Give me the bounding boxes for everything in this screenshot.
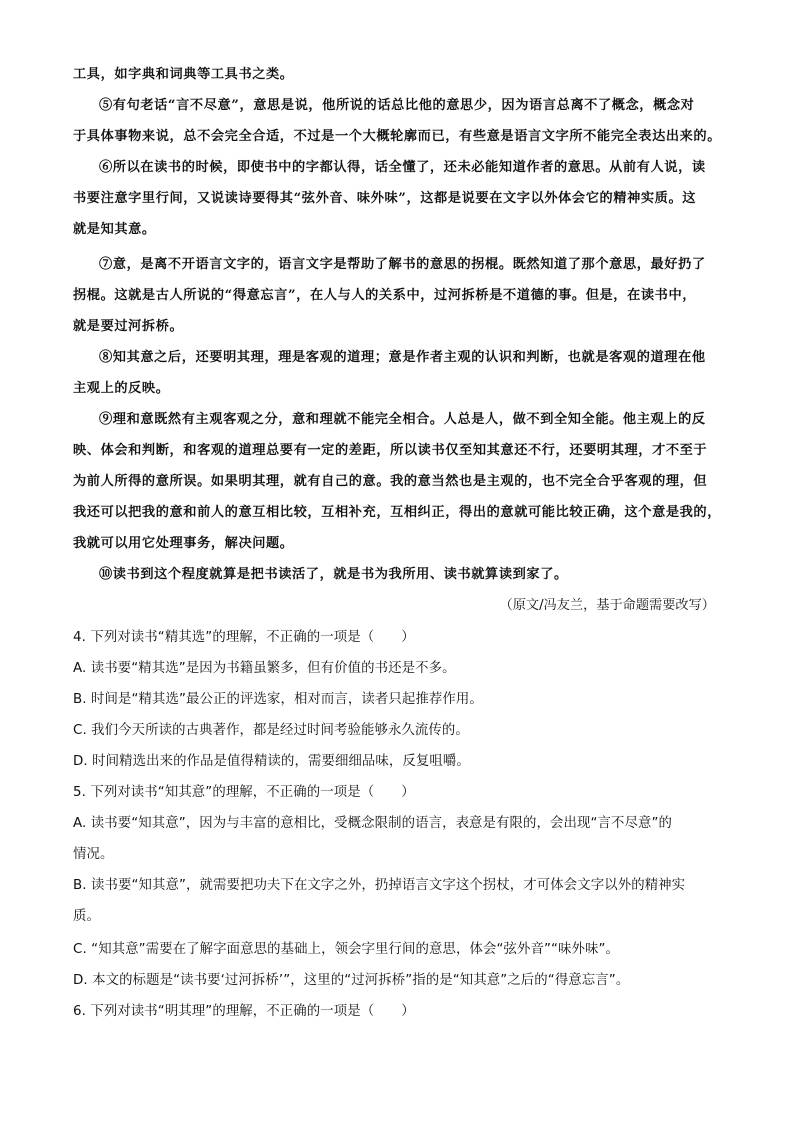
paragraph-7-line: ⑦意，是离不开语言文字的，语言文字是帮助了解书的意思的拐棍。既然知道了那个意思，最好扔了 bbox=[99, 257, 706, 272]
question-5-option-b: B. 读书要“知其意”，就需要把功夫下在文字之外，扔掉语言文字这个拐杖，才可体会文字以外的精神实 bbox=[73, 878, 686, 893]
paragraph-7-line: 拐棍。这就是古人所说的“得意忘言”，在人与人的关系中，过河拆桥是不道德的事。但是，在读书中， bbox=[73, 288, 697, 303]
question-5-option-a-cont: 情况。 bbox=[73, 847, 114, 862]
question-4-option-b: B. 时间是“精其选”最公正的评选家，相对而言，读者只起推荐作用。 bbox=[73, 692, 483, 707]
question-4-stem: 4. 下列对读书“精其选”的理解，不正确的一项是（ ） bbox=[73, 630, 415, 645]
question-4-option-c: C. 我们今天所读的古典著作，都是经过时间考验能够永久流传的。 bbox=[73, 723, 469, 738]
question-4-option-a: A. 读书要“精其选”是因为书籍虽繁多，但有价值的书还是不多。 bbox=[73, 661, 456, 676]
paragraph-6-line: 书要注意字里行间，又说读诗要得其“弦外音、味外味”，这都是说要在文字以外体会它的精神实质。这 bbox=[73, 191, 697, 206]
paragraph-9-line: 为前人所得的意所误。如果明其理，就有自己的意。我的意当然也是主观的，也不完全合乎客观的理，但 bbox=[73, 474, 708, 489]
paragraph-6-line: ⑥所以在读书的时候，即使书中的字都认得，话全懂了，还未必能知道作者的意思。从前有人说，读 bbox=[99, 160, 706, 175]
paragraph-5-line: 于具体事物来说，总不会完全合适，不过是一个大概轮廓而已，有些意是语言文字所不能完全表达出来的。 bbox=[73, 129, 722, 144]
paragraph-8-line: ⑧知其意之后，还要明其理，理是客观的道理；意是作者主观的认识和判断，也就是客观的道理在他 bbox=[99, 350, 706, 365]
paragraph-9-line: 映、体会和判断，和客观的道理总要有一定的差距，所以读书仅至知其意还不行，还要明其理，才不至于 bbox=[73, 443, 708, 458]
question-5-option-c: C. “知其意”需要在了解字面意思的基础上，领会字里行间的意思，体会“弦外音”“味外味”。 bbox=[73, 942, 620, 957]
question-5-option-b-cont: 质。 bbox=[73, 909, 100, 924]
question-5-option-a: A. 读书要“知其意”，因为与丰富的意相比，受概念限制的语言，表意是有限的，会出现“言不尽意”的 bbox=[73, 816, 672, 831]
paragraph-9-line: ⑨理和意既然有主观客观之分，意和理就不能完全相合。人总是人，做不到全知全能。他主观上的反 bbox=[99, 412, 706, 427]
paragraph-9-line: 我就可以用它处理事务，解决问题。 bbox=[73, 536, 294, 551]
paragraph-9-line: 我还可以把我的意和前人的意互相比较，互相补充，互相纠正，得出的意就可能比较正确，这个意是我的， bbox=[73, 505, 722, 520]
question-5-option-d: D. 本文的标题是“读书要‘过河拆桥’”，这里的“过河拆桥”指的是“知其意”之后的“得意忘言”。 bbox=[73, 973, 630, 988]
paragraph-10-line: ⑩读书到这个程度就算是把书读活了，就是书为我所用、读书就算读到家了。 bbox=[99, 567, 568, 582]
paragraph-5-line: ⑤有句老话“言不尽意”，意思是说，他所说的话总比他的意思少，因为语言总离不了概念，概念对 bbox=[99, 98, 695, 113]
question-6-stem: 6. 下列对读书“明其理”的理解，不正确的一项是（ ） bbox=[73, 1004, 415, 1019]
passage-line: 工具，如字典和词典等工具书之类。 bbox=[73, 67, 294, 82]
source-attribution: （原文/冯友兰，基于命题需要改写） bbox=[499, 598, 715, 613]
paragraph-7-line: 就是要过河拆桥。 bbox=[73, 319, 184, 334]
paragraph-6-line: 就是知其意。 bbox=[73, 222, 156, 237]
question-5-stem: 5. 下列对读书“知其意”的理解，不正确的一项是（ ） bbox=[73, 785, 415, 800]
paragraph-8-line: 主观上的反映。 bbox=[73, 381, 170, 396]
question-4-option-d: D. 时间精选出来的作品是值得精读的，需要细细品味，反复咀嚼。 bbox=[73, 754, 470, 769]
